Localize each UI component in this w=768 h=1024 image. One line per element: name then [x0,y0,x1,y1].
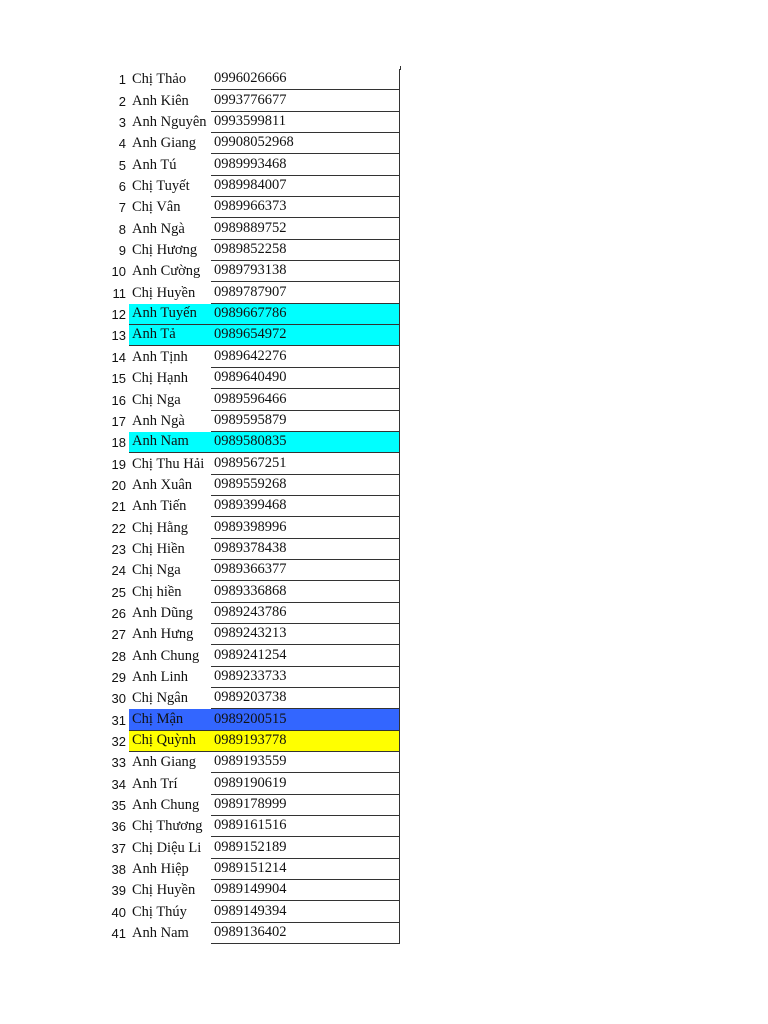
table-row [102,752,404,773]
phone-number-cell[interactable]: 0989852258 [211,240,400,261]
contact-name-cell[interactable]: Anh Nguyên [132,114,207,131]
contact-name-cell[interactable]: Chị Hiền [132,540,185,557]
contact-name-cell[interactable]: Anh Giang [132,135,197,152]
phone-number-cell[interactable]: 0989161516 [211,816,400,837]
contact-name-cell[interactable]: Chị Diệu Li [132,839,202,856]
row-number: 3 [118,115,126,131]
contact-name-cell[interactable]: Anh Dũng [132,604,193,621]
phone-number-cell[interactable]: 09908052968 [211,133,400,154]
row-number: 28 [111,648,126,664]
phone-number-cell[interactable]: 0989889752 [211,218,400,239]
table-row [102,667,404,688]
contact-name-cell[interactable]: Chị Vân [132,199,181,216]
contact-name-cell[interactable]: Anh Linh [132,668,188,685]
table-row [102,346,404,367]
phone-number-cell[interactable]: 0989399468 [211,496,400,517]
phone-number-cell[interactable]: 0989233733 [211,667,400,688]
row-number: 8 [118,221,126,237]
row-number: 14 [111,349,126,365]
contact-name-cell[interactable]: Chị Tuyết [132,178,190,195]
table-row [102,368,404,389]
row-number: 23 [111,541,126,557]
contact-name-cell[interactable]: Anh Tiến [132,498,187,515]
table-row [102,624,404,645]
table-row [102,69,404,90]
row-number: 37 [111,840,126,856]
table-row [102,496,404,517]
contact-name-cell[interactable]: Chị hiền [132,583,182,600]
contact-name-cell[interactable]: Chị Hạnh [132,370,188,387]
row-number: 30 [111,691,126,707]
phone-number-cell[interactable]: 0989366377 [211,560,400,581]
phone-number-cell[interactable]: 0989667786 [211,304,400,325]
contact-name-cell[interactable]: Chị Nga [132,391,181,408]
row-number: 10 [111,264,126,280]
phone-number-cell[interactable]: 0996026666 [211,69,400,90]
row-number: 26 [111,605,126,621]
row-number: 27 [111,627,126,643]
table-row [102,581,404,602]
table-row [102,197,404,218]
row-number: 15 [111,371,126,387]
contact-name-cell[interactable]: Chị Thương [132,818,203,835]
phone-number-cell[interactable]: 0989559268 [211,475,400,496]
row-number: 36 [111,819,126,835]
contact-name-cell[interactable]: Anh Hiệp [132,861,189,878]
phone-number-cell[interactable]: 0989151214 [211,859,400,880]
row-number: 20 [111,477,126,493]
contact-name-cell[interactable]: Anh Tả [129,325,211,346]
table-row [102,859,404,880]
row-number: 1 [118,72,126,88]
contact-name-cell[interactable]: Chị Huyền [132,284,196,301]
table-row [102,688,404,709]
row-number: 6 [118,179,126,195]
row-number: 38 [111,862,126,878]
phone-number-cell[interactable]: 0989203738 [211,688,400,709]
contact-name-cell[interactable]: Anh Nam [132,925,189,942]
table-row [102,282,404,303]
contact-name-cell[interactable]: Chị Thảo [132,71,187,88]
table-row [102,923,404,944]
row-number: 11 [112,285,126,301]
table-row [102,304,404,325]
row-number: 22 [111,520,126,536]
contact-name-cell[interactable]: Anh Ngà [132,220,185,237]
phone-number-cell[interactable]: 0989149904 [211,880,400,901]
contact-name-cell[interactable]: Chị Hương [132,242,198,259]
row-number: 39 [111,883,126,899]
table-row [102,112,404,133]
contact-name-cell[interactable]: Anh Kiên [132,92,189,109]
phone-number-cell[interactable]: 0989193778 [211,731,400,752]
table-row [102,645,404,666]
contact-name-cell[interactable]: Anh Nam [129,432,211,453]
row-number: 33 [111,755,126,771]
phone-number-cell[interactable]: 0989149394 [211,901,400,922]
table-row [102,90,404,111]
phone-number-cell[interactable]: 0989136402 [211,923,400,944]
phone-number-cell[interactable]: 0989243213 [211,624,400,645]
table-row [102,411,404,432]
table-row [102,901,404,922]
contact-name-cell[interactable]: Anh Tú [132,156,177,173]
contact-name-cell[interactable]: Chị Mận [129,709,211,730]
table-row [102,731,404,752]
phone-number-cell[interactable]: 0989793138 [211,261,400,282]
contact-name-cell[interactable]: Anh Tuyến [129,304,211,325]
row-number: 32 [111,734,126,749]
row-number: 7 [118,200,126,216]
table-row [102,218,404,239]
row-number: 5 [118,157,126,173]
phone-number-cell[interactable]: 0989984007 [211,176,400,197]
phone-number-cell[interactable]: 0989642276 [211,346,400,367]
table-row [102,709,404,730]
contact-name-cell[interactable]: Chị Quỳnh [129,731,211,752]
table-row [102,880,404,901]
row-number: 9 [118,243,126,259]
phone-number-cell[interactable]: 0989567251 [211,453,400,474]
phone-number-cell[interactable]: 0989654972 [211,325,400,346]
contact-name-cell[interactable]: Anh Xuân [132,476,193,493]
phone-number-cell[interactable]: 0989640490 [211,368,400,389]
table-row [102,837,404,858]
row-number: 31 [111,712,126,728]
row-number: 17 [111,413,126,429]
phone-number-cell[interactable]: 0989787907 [211,282,400,303]
contact-name-cell[interactable]: Chị Hằng [132,519,188,536]
phone-number-cell[interactable]: 0989193559 [211,752,400,773]
contact-name-cell[interactable]: Anh Cường [132,263,201,280]
phone-number-cell[interactable]: 0989190619 [211,773,400,794]
phone-number-cell[interactable]: 0989398996 [211,517,400,538]
contact-name-cell[interactable]: Chị Ngân [132,690,188,707]
table-row [102,773,404,794]
table-row [102,560,404,581]
phone-number-cell[interactable]: 0989178999 [211,795,400,816]
row-number: 13 [111,328,126,344]
table-row [102,603,404,624]
table-row [102,240,404,261]
phone-number-cell[interactable]: 0989243786 [211,603,400,624]
table-row [102,176,404,197]
row-number: 24 [111,563,126,579]
phone-number-cell[interactable]: 0989241254 [211,645,400,666]
phone-number-cell[interactable]: 0989966373 [211,197,400,218]
phone-number-cell[interactable]: 0989993468 [211,154,400,175]
phone-number-cell[interactable]: 0989596466 [211,389,400,410]
row-number: 18 [111,435,126,451]
phone-number-cell[interactable]: 0989336868 [211,581,400,602]
contact-name-cell[interactable]: Anh Trí [132,775,178,792]
table-row [102,432,404,453]
row-number: 29 [111,669,126,685]
row-number: 35 [111,798,126,814]
row-number: 41 [111,926,126,942]
phone-number-cell[interactable]: 0989580835 [211,432,400,453]
phone-number-cell[interactable]: 0989152189 [211,837,400,858]
phone-number-cell[interactable]: 0993776677 [211,90,400,111]
contact-name-cell[interactable]: Chị Nga [132,562,181,579]
row-number: 34 [111,776,126,792]
contact-name-cell[interactable]: Anh Hưng [132,626,194,643]
contact-name-cell[interactable]: Chị Huyền [132,882,196,899]
table-row [102,453,404,474]
contact-name-cell[interactable]: Anh Giang [132,754,197,771]
table-row [102,816,404,837]
row-number: 12 [111,307,126,323]
table-row [102,325,404,346]
contact-name-cell[interactable]: Anh Tịnh [132,348,188,365]
row-number: 40 [111,904,126,920]
contact-name-cell[interactable]: Chị Thúy [132,903,187,920]
row-number: 2 [118,93,126,109]
row-number: 25 [111,584,126,600]
table-row [102,261,404,282]
table-row [102,517,404,538]
row-number: 16 [111,392,126,408]
table-row [102,795,404,816]
contact-table [102,69,404,944]
table-row [102,133,404,154]
phone-number-cell[interactable]: 0989378438 [211,539,400,560]
row-number: 21 [111,499,126,515]
table-body [102,69,404,944]
table-row [102,539,404,560]
contact-name-cell[interactable]: Anh Ngà [132,412,185,429]
contact-name-cell[interactable]: Anh Chung [132,797,200,814]
table-row [102,154,404,175]
row-number: 4 [118,136,126,152]
phone-number-cell[interactable]: 0989595879 [211,411,400,432]
table-row [102,475,404,496]
contact-name-cell[interactable]: Anh Chung [132,647,200,664]
contact-name-cell[interactable]: Chị Thu Hải [132,455,205,472]
phone-number-cell[interactable]: 0993599811 [211,112,400,133]
row-number: 19 [111,456,126,472]
phone-number-cell[interactable]: 0989200515 [211,709,400,730]
table-row [102,389,404,410]
